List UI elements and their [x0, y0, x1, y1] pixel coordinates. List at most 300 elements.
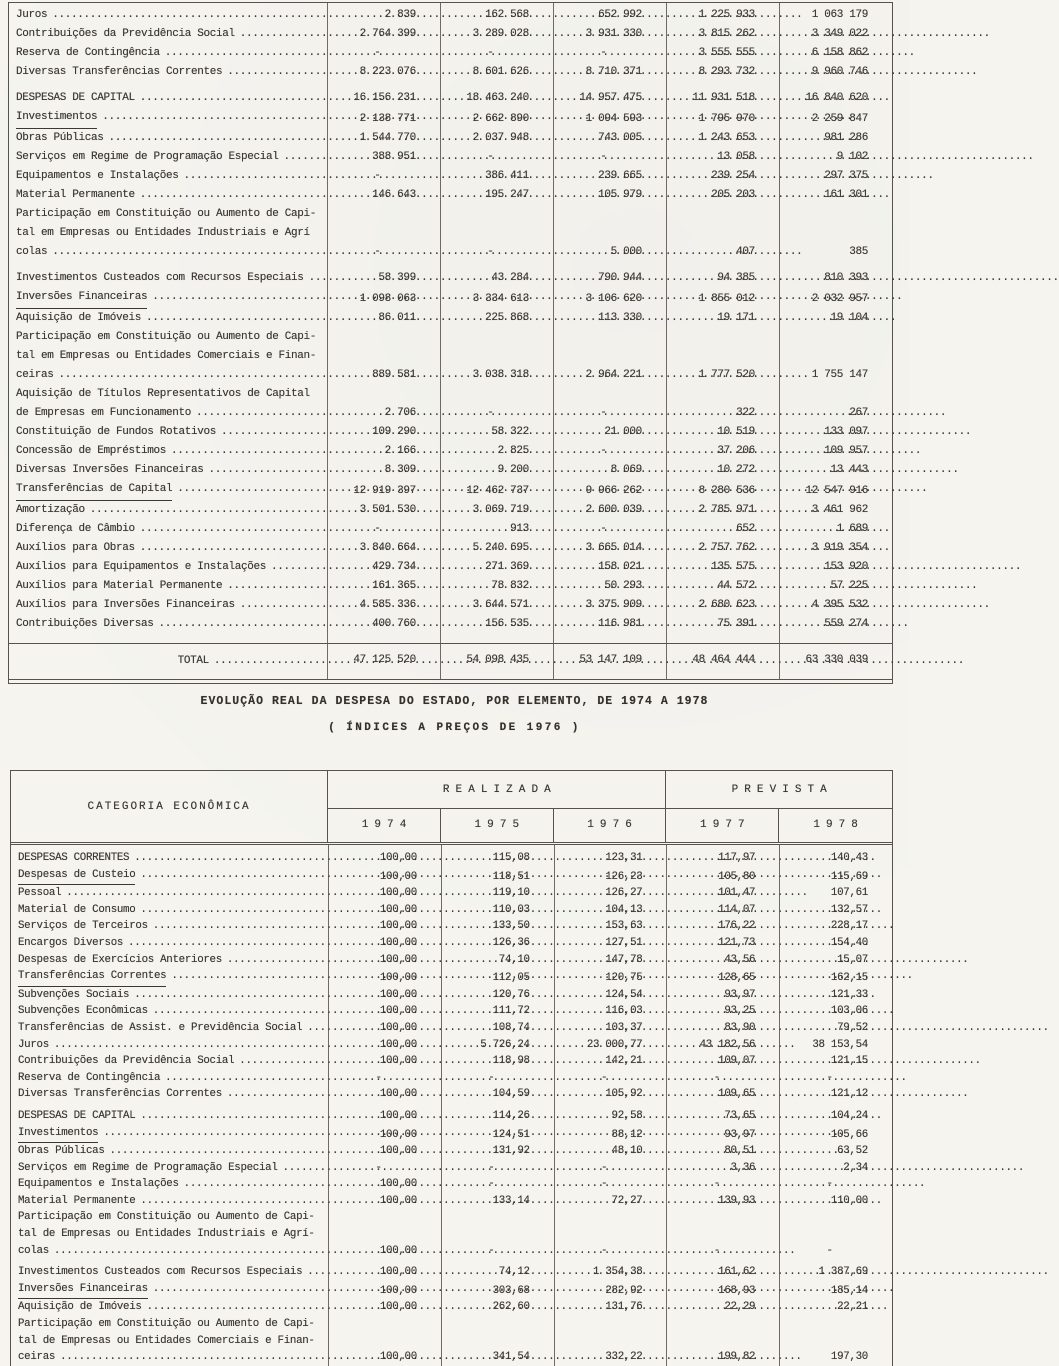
leader-dots	[140, 89, 316, 108]
row-value: -	[488, 1178, 495, 1191]
row-value: 146 643	[372, 189, 416, 201]
row-value: -	[600, 523, 607, 535]
row-label-text: Despesas de Custeio	[18, 867, 135, 886]
row-label	[11, 1176, 328, 1193]
table-row	[9, 89, 892, 108]
row-label	[9, 167, 327, 186]
leader-dots	[240, 596, 316, 615]
row-label	[9, 596, 327, 615]
row-value: -	[487, 47, 494, 59]
row-label	[9, 442, 327, 461]
row-value: 100,00	[379, 953, 417, 966]
row-value: 100,00	[379, 1005, 417, 1018]
table-row	[11, 1281, 892, 1300]
row-value: -	[375, 1071, 382, 1084]
row-value: 2 032 957	[811, 293, 868, 305]
table-row	[11, 935, 892, 952]
total-value: 54 098 435	[466, 654, 529, 666]
row-label-text: Participação em Constituição ou Aumento de Capi-	[16, 331, 317, 343]
column-divider	[328, 845, 329, 1366]
row-value: 2 138 771	[359, 113, 416, 125]
leader-dots	[171, 442, 316, 461]
table-row	[11, 1053, 892, 1070]
row-value: 2 600 039	[585, 504, 642, 516]
table-row	[11, 1108, 892, 1125]
row-value: 126,23	[605, 870, 643, 883]
row-value: 118,98	[492, 1055, 530, 1068]
row-value: 127,51	[605, 936, 643, 949]
row-value: 8 601 626	[472, 66, 529, 78]
column-divider	[554, 845, 555, 1366]
row-value: 1 689	[836, 523, 868, 535]
row-value: 113 330	[598, 312, 642, 324]
row-value: 889 581	[372, 369, 416, 381]
row-value: 162 568	[485, 9, 529, 21]
row-label-text: Encargos Diversos	[18, 936, 124, 949]
row-value: 743 005	[598, 132, 642, 144]
row-label-text: Aquisição de Imóveis	[18, 1301, 142, 1314]
row-value: 341,54	[492, 1351, 530, 1364]
row-value: 153 920	[824, 561, 868, 573]
row-value: 3 644 571	[472, 599, 529, 611]
row-value: -	[487, 151, 494, 163]
index-table-header	[11, 771, 892, 845]
row-value: -	[600, 1071, 608, 1084]
row-value: 1 795 970	[698, 113, 755, 125]
row-value: 133,14	[492, 1194, 530, 1207]
row-label	[9, 520, 327, 539]
total-row	[9, 643, 892, 679]
column-divider	[666, 845, 667, 1366]
row-label	[11, 1316, 328, 1366]
row-value: 3 919 354	[811, 542, 868, 554]
table-row	[9, 442, 892, 461]
leader-dots	[90, 501, 316, 520]
row-value: 121,33	[830, 988, 868, 1001]
row-label-text: Diferença de Câmbio	[16, 523, 135, 535]
row-value: 3 840 664	[359, 542, 416, 554]
year-header-row	[328, 809, 892, 842]
row-value: 126,27	[605, 887, 643, 900]
row-label-text: Auxílios para Inversões Financeiras	[16, 599, 235, 611]
row-value: 9 960 746	[811, 66, 868, 78]
row-value: 13 058	[717, 151, 755, 163]
row-value: 2 757 762	[698, 542, 755, 554]
row-value: 225 868	[485, 312, 529, 324]
row-label-text: Amortização	[16, 504, 85, 516]
row-label	[9, 577, 327, 596]
row-value: 124,54	[605, 988, 643, 1001]
row-value: 104,13	[605, 903, 643, 916]
row-label	[9, 539, 327, 558]
row-value: 80,51	[724, 1145, 756, 1158]
row-label-text: Contribuições da Previdência Social	[18, 1055, 235, 1068]
row-value: 121,15	[830, 1055, 868, 1068]
row-value: 123,31	[605, 852, 643, 864]
row-label	[11, 952, 328, 969]
row-value: 105,66	[830, 1128, 868, 1141]
leader-dots	[240, 25, 316, 44]
row-value: 429 734	[372, 561, 416, 573]
row-value: 112,05	[492, 972, 530, 985]
row-value: 14 957 475	[579, 92, 642, 104]
total-value: 63 330 039	[805, 654, 868, 666]
year-header: 1975	[441, 809, 554, 842]
row-value: 100,00	[379, 1351, 417, 1364]
row-value: 1 544 770	[359, 132, 416, 144]
row-value: -	[826, 1071, 833, 1084]
row-value: 105,80	[718, 870, 756, 883]
row-value: -	[600, 1161, 608, 1174]
row-value: 104,24	[830, 1109, 868, 1122]
leader-dots	[60, 1349, 317, 1366]
row-label-text: ceiras	[16, 369, 54, 381]
row-value: 8 069	[610, 464, 642, 476]
row-label-text: Material de Consumo	[18, 903, 136, 916]
row-value: 114,26	[492, 1109, 530, 1122]
table-row	[11, 918, 892, 935]
column-divider	[779, 3, 780, 679]
row-label	[9, 25, 327, 44]
row-value: 140,43	[830, 852, 868, 864]
row-label-text: Auxílios para Equipamentos e Instalações	[16, 561, 267, 573]
row-label-text: Aquisição de Imóveis	[16, 312, 142, 324]
row-value: 1 243 653	[698, 132, 755, 144]
row-value: 13 443	[830, 464, 868, 476]
column-divider	[440, 3, 441, 679]
row-value: 790 944	[598, 272, 642, 284]
row-label	[9, 129, 327, 148]
row-value: 385	[849, 246, 868, 258]
leader-dots	[214, 655, 316, 667]
row-label	[11, 1086, 328, 1103]
category-column-header: CATEGORIA ECONÔMICA	[11, 771, 328, 842]
row-value: -	[600, 47, 607, 59]
row-label-text: Auxílios para Material Permanente	[16, 580, 223, 592]
row-value: 100,00	[379, 903, 417, 916]
leader-dots	[153, 1003, 317, 1020]
leader-dots	[271, 558, 316, 577]
row-value: 652	[736, 523, 755, 535]
table-row	[11, 1086, 892, 1103]
row-value: 78 832	[491, 580, 529, 592]
table-row	[9, 539, 892, 558]
row-value: 121,12	[830, 1088, 868, 1101]
table-row	[11, 1209, 892, 1259]
expense-values-table	[8, 2, 893, 684]
row-value: 100,00	[379, 1038, 417, 1051]
row-value: 100,00	[379, 920, 417, 933]
row-label-text: Participação em Constituição ou Aumento de Capi-	[18, 1211, 315, 1224]
leader-dots	[52, 243, 316, 262]
table-row	[11, 850, 892, 867]
row-value: -	[374, 170, 381, 182]
row-label	[11, 1209, 328, 1259]
row-value: 158 021	[598, 561, 642, 573]
leader-dots	[140, 186, 316, 205]
row-label	[11, 902, 328, 919]
row-label-text: tal de Empresas ou Entidades Comerciais e Finan-	[18, 1334, 315, 1347]
row-label	[11, 1003, 328, 1020]
row-value: 8 293 732	[698, 66, 755, 78]
year-header: 1977	[666, 809, 779, 842]
row-label	[9, 63, 327, 82]
leader-dots	[184, 1176, 317, 1193]
row-value: 101,47	[718, 887, 756, 900]
table-row	[9, 186, 892, 205]
row-value: 116,03	[605, 1005, 643, 1018]
row-value: 267	[849, 407, 868, 419]
row-label-text: Obras Públicas	[16, 132, 104, 144]
row-label-text: Participação em Constituição ou Aumento de Capi-	[16, 208, 317, 220]
leader-dots	[103, 1125, 317, 1142]
row-value: 100,00	[379, 1194, 417, 1207]
row-value: -	[488, 1071, 495, 1084]
row-value: 58 322	[491, 426, 529, 438]
leader-dots	[147, 1299, 318, 1316]
row-value: 88,12	[611, 1128, 643, 1141]
row-value: -	[375, 1161, 382, 1174]
row-value: -	[713, 1071, 720, 1084]
row-label-text: ceiras	[18, 1351, 56, 1364]
row-value: 100,00	[379, 1178, 417, 1191]
row-value: 43 284	[491, 272, 529, 284]
row-value: 4 395 532	[811, 599, 868, 611]
row-value: 22,29	[724, 1301, 756, 1314]
leader-dots	[307, 1264, 317, 1281]
row-value: -	[826, 1178, 833, 1191]
row-label-text: Participação em Constituição ou Aumento de Capi-	[18, 1318, 315, 1331]
row-value: 161,62	[718, 1266, 756, 1279]
row-value: 162,15	[830, 972, 868, 985]
row-label-text: tal em Empresas ou Entidades Comerciais e Finan-	[16, 350, 317, 362]
row-label	[11, 1299, 328, 1316]
row-value: 73,65	[724, 1109, 756, 1122]
row-value: 79,52	[837, 1021, 868, 1034]
row-label	[9, 186, 327, 205]
row-value: 86 011	[378, 312, 416, 324]
table-row	[9, 167, 892, 186]
row-value: 3 555 555	[698, 47, 755, 59]
row-label	[11, 1160, 328, 1177]
row-value: 12 462 737	[466, 485, 529, 497]
leader-dots	[152, 288, 316, 307]
table-row	[9, 615, 892, 634]
table-row	[9, 309, 892, 328]
row-value: -	[600, 1244, 608, 1257]
table-row	[11, 968, 892, 987]
leader-dots	[140, 539, 316, 558]
row-value: 57 225	[830, 580, 868, 592]
leader-dots	[284, 148, 316, 167]
row-label	[11, 1281, 328, 1300]
row-value: 5 726,24	[480, 1038, 530, 1051]
row-label	[11, 1108, 328, 1125]
row-value: 121,73	[718, 936, 756, 949]
leader-dots	[227, 952, 317, 969]
row-value: 43 182,56	[699, 1038, 756, 1051]
row-value: 93,97	[724, 1128, 756, 1141]
row-value: 147,78	[605, 953, 643, 966]
year-groups-header	[328, 771, 892, 842]
row-value: 103,37	[605, 1021, 643, 1034]
row-label-text: Material Permanente	[18, 1194, 136, 1207]
table-row	[11, 1037, 892, 1054]
row-label	[9, 309, 327, 328]
row-value: 109 957	[824, 445, 868, 457]
table-row	[11, 1176, 892, 1193]
row-value: 18 463 240	[466, 92, 529, 104]
row-label-text: Diversas Transferências Correntes	[16, 66, 223, 78]
leader-dots	[140, 1108, 317, 1125]
leader-dots	[184, 167, 316, 186]
row-label	[11, 987, 328, 1004]
leader-dots	[239, 1053, 317, 1070]
leader-dots	[134, 987, 317, 1004]
row-value: 3 375 909	[585, 599, 642, 611]
leader-dots	[171, 968, 317, 985]
row-value: 2 259 847	[811, 113, 868, 125]
table-row	[11, 1193, 892, 1210]
leader-dots	[140, 1193, 317, 1210]
table-row	[11, 1264, 892, 1281]
table-row	[11, 987, 892, 1004]
row-value: 2 764 399	[359, 28, 416, 40]
row-label	[11, 918, 328, 935]
table-row	[9, 288, 892, 309]
row-value: 4 585 336	[359, 599, 416, 611]
row-value: 2 964 221	[585, 369, 642, 381]
row-value: 9 102	[836, 151, 868, 163]
row-value: 297 375	[824, 170, 868, 182]
row-label-text: Contribuições da Previdência Social	[16, 28, 235, 40]
row-value: 1 098 063	[359, 293, 416, 305]
row-value: -	[600, 151, 607, 163]
row-value: 132,57	[830, 903, 868, 916]
row-value: 100,00	[379, 1021, 417, 1034]
table-row	[9, 148, 892, 167]
row-label-text: Serviços em Regime de Programação Especial	[18, 1161, 278, 1174]
row-label-text: de Empresas em Funcionamento	[16, 407, 192, 419]
row-value: -	[713, 1244, 720, 1257]
row-label-text: Obras Públicas	[18, 1145, 105, 1158]
row-label	[9, 328, 327, 385]
table-row	[9, 577, 892, 596]
row-value: 48,10	[611, 1145, 643, 1158]
row-value: 63,52	[837, 1145, 868, 1158]
row-value: 50 293	[604, 580, 642, 592]
row-value: 176,22	[718, 920, 756, 933]
row-value: 75 391	[717, 618, 755, 630]
row-value: 21 000	[604, 426, 642, 438]
row-value: 100,00	[379, 1284, 417, 1297]
table-row	[9, 596, 892, 615]
row-value: 11 931 518	[692, 92, 755, 104]
row-value: 100,00	[379, 936, 417, 949]
row-value: 109,65	[718, 1088, 756, 1101]
row-value: 271 369	[485, 561, 529, 573]
leader-dots	[134, 850, 317, 867]
row-label-text: Diversas Inversões Financeiras	[16, 464, 204, 476]
row-value: 100,00	[379, 1244, 417, 1257]
row-value: 100,00	[379, 1055, 417, 1068]
leader-dots	[307, 1020, 317, 1037]
row-label	[11, 1143, 328, 1160]
row-value: 133,50	[492, 920, 530, 933]
row-value: 105,92	[605, 1088, 643, 1101]
row-value: 1 094 593	[585, 113, 642, 125]
row-value: 8 280 536	[698, 485, 755, 497]
row-value: 83,90	[724, 1021, 756, 1034]
row-value: 72,27	[611, 1194, 643, 1207]
index-table-body	[11, 845, 892, 1366]
row-value: 37 206	[717, 445, 755, 457]
row-label-text: Equipamentos e Instalações	[18, 1178, 179, 1191]
row-value: 3 106 620	[585, 293, 642, 305]
row-value: 2 785 971	[698, 504, 755, 516]
row-label-text: Reserva de Contingência	[18, 1071, 161, 1084]
leader-dots	[102, 108, 316, 127]
row-value: 161 301	[824, 189, 868, 201]
leader-dots	[165, 1070, 317, 1087]
row-value: 100,00	[379, 887, 417, 900]
table-row	[9, 480, 892, 501]
row-value: 111,72	[492, 1005, 530, 1018]
leader-dots	[52, 6, 316, 25]
row-label	[9, 480, 327, 501]
row-value: 120,75	[605, 972, 643, 985]
row-value: 262,60	[492, 1301, 530, 1314]
row-label-text: Aquisição de Títulos Representativos de Capital	[16, 388, 310, 400]
table-row	[11, 1125, 892, 1144]
total-value: 47 125 520	[353, 654, 416, 666]
table-row	[9, 558, 892, 577]
row-label-text: tal de Empresas ou Entidades Industriais e Agrí-	[18, 1228, 315, 1241]
row-label	[9, 269, 327, 288]
table-subtitle: ( ÍNDICES A PREÇOS DE 1976 )	[328, 722, 581, 734]
total-label-cell	[9, 655, 327, 667]
index-table	[10, 770, 893, 1366]
row-label-text: Constituição de Fundos Rotativos	[16, 426, 217, 438]
row-value: 205 203	[711, 189, 755, 201]
row-value: 1 225 933	[698, 9, 755, 21]
row-label-text: Reserva de Contingência	[16, 47, 160, 59]
row-value: -	[374, 246, 381, 258]
row-value: 3 289 028	[472, 28, 529, 40]
row-label-text: Serviços de Terceiros	[18, 920, 148, 933]
row-value: 116 981	[598, 618, 642, 630]
leader-dots	[109, 129, 316, 148]
row-value: 8 223 076	[359, 66, 416, 78]
row-value: -	[826, 1244, 833, 1257]
row-value: 9 966 262	[585, 485, 642, 497]
row-value: 1 063 179	[811, 9, 868, 21]
row-value: 100,00	[379, 1145, 417, 1158]
row-value: 44 572	[717, 580, 755, 592]
row-value: 10 272	[717, 464, 755, 476]
row-value: 19 171	[717, 312, 755, 324]
row-value: 161 365	[372, 580, 416, 592]
row-value: 1 855 012	[698, 293, 755, 305]
row-value: 38 153,54	[812, 1038, 868, 1051]
row-label	[9, 615, 327, 634]
row-value: 58 399	[378, 272, 416, 284]
row-value: 43,56	[724, 953, 756, 966]
row-value: 1 387,69	[818, 1266, 868, 1279]
row-label	[9, 501, 327, 520]
row-value: 2 037 948	[472, 132, 529, 144]
row-value: 131,76	[605, 1301, 643, 1314]
